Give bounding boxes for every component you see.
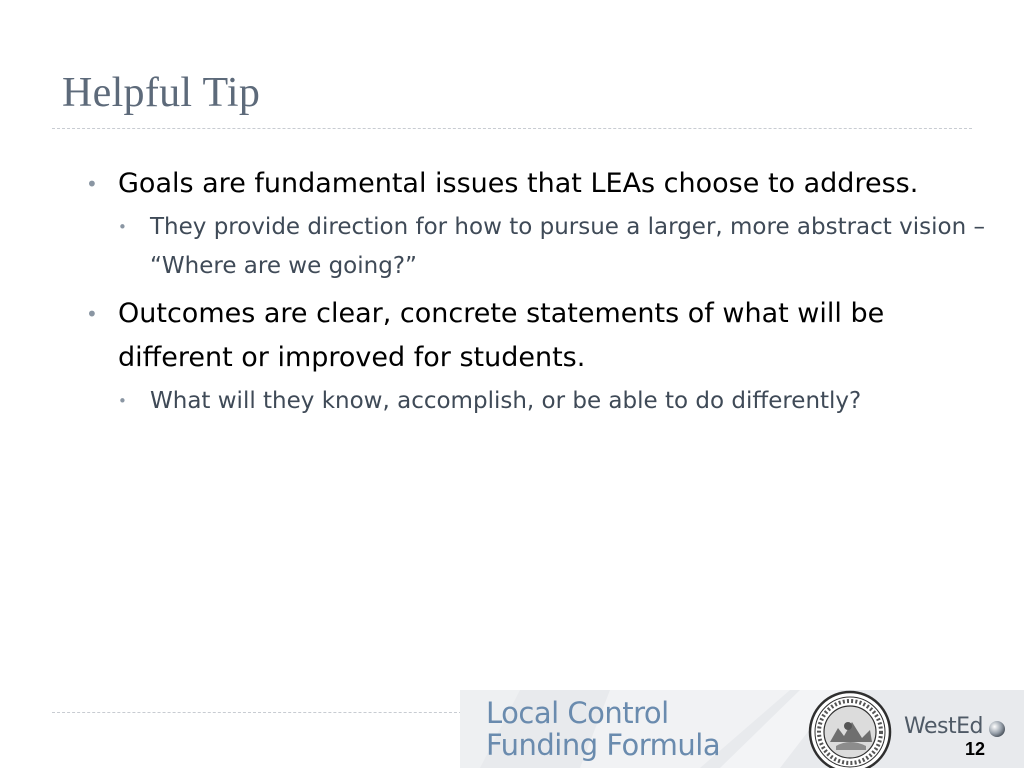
wested-globe-icon: [988, 720, 1006, 738]
bullet-text: Outcomes are clear, concrete statements of what will be different or improved for students.: [118, 298, 885, 373]
slide-title: Helpful Tip: [62, 70, 261, 116]
sub-bullet-text: What will they know, accomplish, or be able to do differently?: [150, 388, 862, 414]
bullet-item: [86, 292, 986, 421]
sub-bullet-item: [118, 208, 986, 286]
sub-bullet-text: They provide direction for how to pursue a larger, more abstract vision – “Where are we going?”: [150, 214, 985, 279]
program-name-line1: Local Control: [486, 696, 669, 730]
program-name: [486, 697, 720, 761]
page-number: 12: [965, 739, 986, 759]
footer-banner: [460, 690, 1024, 768]
sub-bullet-list: [118, 208, 986, 286]
bullet-marker: •: [86, 172, 98, 196]
bullet-list: [86, 162, 986, 427]
bullet-item: [86, 162, 986, 286]
sub-bullet-item: [118, 382, 986, 421]
sub-bullet-list: [118, 382, 986, 421]
bullet-marker: •: [86, 302, 98, 326]
wested-logo-text: WestEd: [904, 714, 983, 739]
sub-bullet-marker: •: [118, 218, 127, 236]
bullet-text: Goals are fundamental issues that LEAs choose to address.: [118, 168, 919, 199]
sub-bullet-marker: •: [118, 392, 127, 410]
program-name-line2: Funding Formula: [486, 728, 721, 762]
title-divider: [52, 128, 972, 129]
footer-divider: [52, 712, 462, 713]
state-board-seal-icon: [808, 690, 892, 768]
